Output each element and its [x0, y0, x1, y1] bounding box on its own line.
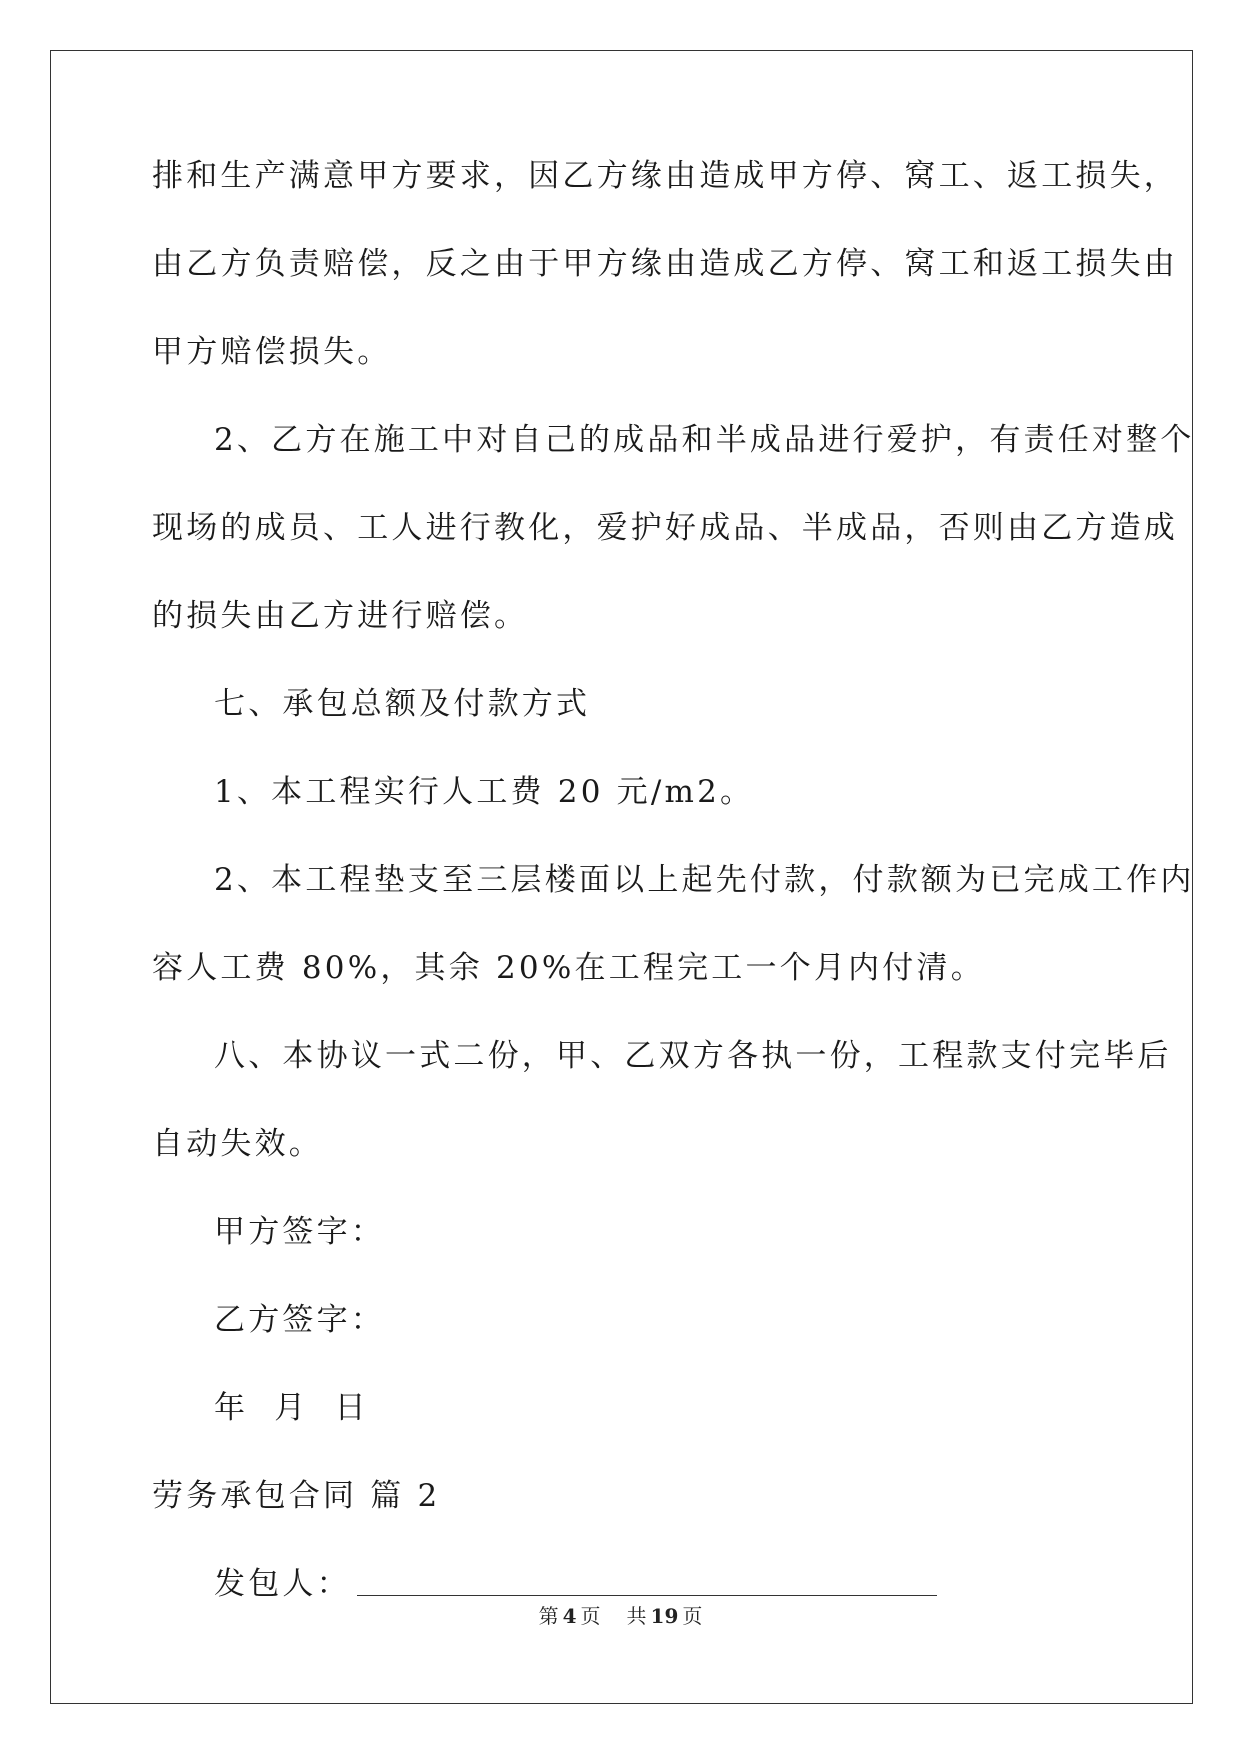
paragraph-line: 容人工费 80%，其余 20%在工程完工一个月内付清。 [152, 950, 985, 986]
paragraph-line: 八、本协议一式二份，甲、乙双方各执一份，工程款支付完毕后 [214, 1038, 1172, 1074]
paragraph-line: 的损失由乙方进行赔偿。 [152, 598, 529, 634]
party-a-signature-label: 甲方签字： [214, 1214, 385, 1250]
employer-label: 发包人： [214, 1566, 351, 1602]
document-body [152, 150, 1195, 1646]
footer-total-suffix: 页 [682, 1604, 703, 1628]
paragraph-line: 自动失效。 [152, 1126, 323, 1162]
footer-total-prefix: 共 [626, 1604, 647, 1628]
paragraph-line: 2、本工程垫支至三层楼面以上起先付款，付款额为已完成工作内 [214, 862, 1195, 898]
paragraph-line: 甲方赔偿损失。 [152, 334, 392, 370]
page-footer [0, 1600, 1241, 1629]
paragraph-line: 现场的成员、工人进行教化，爱护好成品、半成品，否则由乙方造成 [152, 510, 1178, 546]
paragraph-line: 由乙方负责赔偿，反之由于甲方缘由造成乙方停、窝工和返工损失由 [152, 246, 1178, 282]
footer-prefix: 第 [538, 1604, 559, 1628]
paragraph-line: 2、乙方在施工中对自己的成品和半成品进行爱护，有责任对整个 [214, 422, 1195, 458]
section-heading: 七、承包总额及付款方式 [214, 686, 591, 722]
footer-total-pages: 19 [650, 1604, 679, 1628]
footer-current-page: 4 [562, 1604, 577, 1628]
paragraph-line: 排和生产满意甲方要求，因乙方缘由造成甲方停、窝工、返工损失， [152, 158, 1178, 194]
party-b-signature-label: 乙方签字： [214, 1302, 385, 1338]
contract-title: 劳务承包合同 篇 2 [152, 1478, 441, 1514]
date-line: 年 月 日 [214, 1390, 369, 1426]
employer-blank-line [357, 1565, 937, 1596]
paragraph-line: 1、本工程实行人工费 20 元/m2。 [214, 774, 755, 810]
footer-page-word: 页 [580, 1604, 601, 1628]
